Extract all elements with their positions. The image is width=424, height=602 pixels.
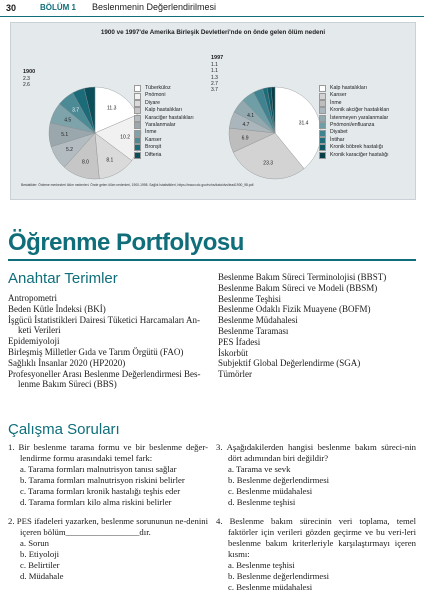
legend-swatch — [319, 144, 326, 151]
answer-option: c. Beslenme müdahalesi — [228, 485, 313, 496]
legend-item — [134, 85, 194, 92]
study-question — [216, 516, 416, 592]
legend-swatch — [134, 130, 141, 137]
legend-swatch — [319, 85, 326, 92]
legend-item — [134, 137, 194, 144]
legend-item — [134, 107, 194, 114]
key-term: Subjektif Global Değerlendirme (SGA) — [218, 358, 361, 369]
slice-value-label: 23.3 — [263, 160, 274, 167]
legend-label: İnme — [330, 99, 342, 106]
question-stem: 2. PES ifadeleri yazarken, beslenme sorununun ne-denini içeren bölüm_________________dır. — [8, 516, 208, 538]
key-term: Beslenme Taraması — [218, 325, 289, 336]
key-term: Profesyoneller Arası Beslenme Değerlendirmesi Bes- — [8, 368, 201, 379]
legend-swatch — [134, 122, 141, 129]
small-value: 2.7 — [211, 80, 218, 87]
legend-label: Kanser — [145, 136, 162, 143]
legend-item — [319, 152, 389, 159]
slice-value-label: 11.3 — [107, 105, 117, 112]
slice-value-label: 31.4 — [298, 120, 309, 127]
small-value: 1.1 — [211, 62, 218, 68]
legend-swatch — [134, 144, 141, 151]
portfolio-title: Öğrenme Portfolyosu — [8, 229, 244, 256]
slice-value-label: 4.5 — [64, 117, 72, 124]
legend-swatch — [319, 107, 326, 114]
legend-swatch — [319, 137, 326, 144]
pie-1997-year: 1997 — [211, 55, 224, 61]
slice-value-label: 4.7 — [242, 122, 250, 129]
small-value: 2.3 — [23, 76, 30, 82]
legend-1997 — [319, 85, 389, 159]
pie-1997-small-values — [211, 62, 218, 93]
legend-label: Karaciğer hastalıkları — [145, 114, 194, 121]
question-stem: 3. Aşağıdakilerden hangisi beslenme bakım süreci-nin dört adımından biri değildir? — [216, 442, 416, 463]
legend-item — [134, 115, 194, 122]
legend-swatch — [134, 93, 141, 100]
answer-option: a. Sorun — [20, 538, 49, 549]
question-stem: 4. Beslenme bakım sürecinin veri toplama, temel faktörler için verileri gözden geçirme ve bu veri-leri beslenme bakım kriterleriyle karşılaştırmayı içeren kısmı: — [216, 516, 416, 560]
study-question — [216, 442, 416, 507]
slice-value-label: 5.2 — [65, 147, 73, 154]
legend-label: Difteria — [145, 151, 162, 158]
pie-1900-small-values — [23, 76, 30, 89]
legend-swatch — [134, 152, 141, 159]
pie-1900-year: 1900 — [23, 69, 36, 75]
legend-label: İntihar — [330, 136, 345, 143]
answer-option: a. Beslenme teşhisi — [228, 560, 295, 571]
key-term: Tümörler — [218, 369, 252, 380]
title-rule — [8, 259, 416, 261]
legend-item — [319, 122, 389, 129]
key-terms-heading: Anahtar Terimler — [8, 270, 118, 287]
key-term: İskorbüt — [218, 347, 248, 358]
slice-value-label: 4.1 — [247, 112, 255, 119]
questions-right — [216, 442, 416, 602]
study-question — [8, 442, 208, 507]
answer-option: b. Beslenme değerlendirmesi — [228, 570, 330, 581]
key-terms-left — [8, 293, 213, 390]
figure-panel — [10, 22, 416, 200]
page-number: 30 — [6, 3, 17, 13]
small-value: 2.6 — [23, 82, 30, 89]
legend-item — [134, 144, 194, 151]
legend-label: Kalp hastalıkları — [330, 85, 367, 91]
legend-label: İnme — [145, 129, 157, 136]
answer-option: d. Müdahale — [20, 570, 64, 581]
key-term: Epidemiyoloji — [8, 336, 60, 347]
legend-item — [134, 122, 194, 129]
legend-swatch — [134, 100, 141, 107]
key-term: Sağlıklı İnsanlar 2020 (HP2020) — [8, 357, 126, 368]
legend-label: Yaralanmalar — [145, 121, 176, 128]
answer-option: c. Beslenme müdahalesi — [228, 581, 313, 592]
legend-swatch — [134, 107, 141, 114]
study-questions-heading: Çalışma Soruları — [8, 421, 120, 438]
legend-label: İstenmeyen yaralanmalar — [330, 114, 389, 121]
legend-item — [319, 115, 389, 122]
slice-value-label: 6.9 — [241, 135, 249, 142]
key-term: Beslenme Bakım Süreci Terminolojisi (BBST) — [218, 272, 387, 282]
key-term: PES İfadesi — [218, 336, 261, 347]
legend-1900 — [134, 85, 194, 159]
legend-label: Kalp hastalıkları — [145, 107, 182, 114]
answer-option: b. Beslenme değerlendirmesi — [228, 474, 330, 485]
legend-item — [319, 144, 389, 151]
small-value: 1.1 — [211, 68, 218, 75]
questions-left — [8, 442, 208, 591]
legend-item — [319, 100, 389, 107]
key-term: Beslenme Teşhisi — [218, 293, 281, 304]
legend-swatch — [319, 130, 326, 137]
key-terms-right — [218, 272, 418, 380]
legend-swatch — [319, 93, 326, 100]
legend-label: Pnömoni/enfluanza — [330, 121, 375, 128]
legend-label: Kronik böbrek hastalığı — [330, 144, 384, 151]
legend-item — [134, 100, 194, 107]
section-title: Beslenmenin Değerlendirilmesi — [92, 2, 217, 12]
question-stem: 1. Bir beslenme tarama formu ve bir beslenme değer-lendirme formu arasındaki temel fark: — [8, 442, 208, 463]
key-term: Beslenme Odaklı Fizik Muayene (BOFM) — [218, 304, 371, 315]
legend-swatch — [319, 100, 326, 107]
legend-item — [319, 92, 389, 99]
slice-value-label: 5.1 — [61, 132, 69, 139]
legend-swatch — [319, 115, 326, 122]
legend-swatch — [134, 137, 141, 144]
legend-item — [134, 152, 194, 159]
study-question — [8, 516, 208, 581]
legend-item — [134, 129, 194, 136]
answer-option: a. Tarama formları malnutrisyon tanısı sağlar — [20, 463, 177, 474]
legend-label: Kanser — [330, 92, 347, 99]
key-term: İşgücü İstatistikleri Dairesi Tüketici Harcamaları An- — [8, 314, 201, 325]
legend-swatch — [319, 122, 326, 129]
slice-value-label: 8.1 — [106, 157, 114, 164]
legend-label: Tüberküloz — [145, 85, 171, 91]
running-header — [0, 0, 424, 20]
legend-item — [319, 107, 389, 114]
legend-item — [319, 129, 389, 136]
answer-option: a. Tarama ve sevk — [228, 463, 291, 474]
legend-label: Pnömoni — [145, 92, 166, 99]
slice-value-label: 10.2 — [120, 134, 131, 141]
answer-option: b. Tarama formları malnutrisyon riskini belirler — [20, 474, 185, 485]
key-term: Birleşmiş Milletler Gıda ve Tarım Örgütü (FAO) — [8, 346, 184, 357]
answer-option: d. Beslenme teşhisi — [228, 496, 296, 507]
slice-value-label: 3.7 — [72, 107, 80, 114]
legend-label: Diyare — [145, 99, 160, 106]
header-rule — [0, 16, 424, 17]
legend-label: Kronik akciğer hastalıkları — [330, 107, 390, 114]
legend-swatch — [319, 152, 326, 159]
figure-source: Bestatikler: Önleme merkezleri ölüm nedenleri. Önde gelen ölüm nedenleri, 1900-1998. Sağlık İstatistikleri, https://www.cdc.gov/nchs/data/dvs/lead1900_98.pdf. — [21, 183, 255, 187]
answer-option: b. Etiyoloji — [20, 549, 60, 560]
small-value: 1.3 — [211, 74, 218, 81]
legend-label: Bronşit — [145, 144, 162, 151]
legend-item — [319, 137, 389, 144]
key-term: lenme Bakım Süreci (BBS) — [18, 379, 117, 390]
legend-label: Diyabet — [330, 129, 348, 136]
key-term: Beslenme Müdahalesi — [218, 315, 298, 326]
answer-option: c. Tarama formları kronik hastalığı teşhis eder — [20, 485, 181, 496]
chapter-label: BÖLÜM 1 — [40, 3, 76, 12]
slice-value-label: 8.0 — [81, 159, 89, 166]
legend-label: Kronik karaciğer hastalığı — [330, 151, 389, 158]
legend-swatch — [134, 85, 141, 92]
key-term: Beden Kütle İndeksi (BKİ) — [8, 303, 106, 314]
key-term: keti Verileri — [18, 325, 61, 336]
answer-option: d. Tarama formları kilo alma riskini belirler — [20, 496, 172, 507]
legend-item — [134, 92, 194, 99]
figure-title: 1900 ve 1997'de Amerika Birleşik Devletleri'nde on önde gelen ölüm nedeni — [100, 29, 326, 36]
key-term: Antropometri — [8, 293, 57, 303]
small-value: 3.7 — [211, 87, 218, 94]
key-term: Beslenme Bakım Süreci ve Modeli (BBSM) — [218, 282, 378, 293]
legend-item — [319, 85, 389, 92]
legend-swatch — [134, 115, 141, 122]
answer-option: c. Belirtiler — [20, 560, 60, 571]
